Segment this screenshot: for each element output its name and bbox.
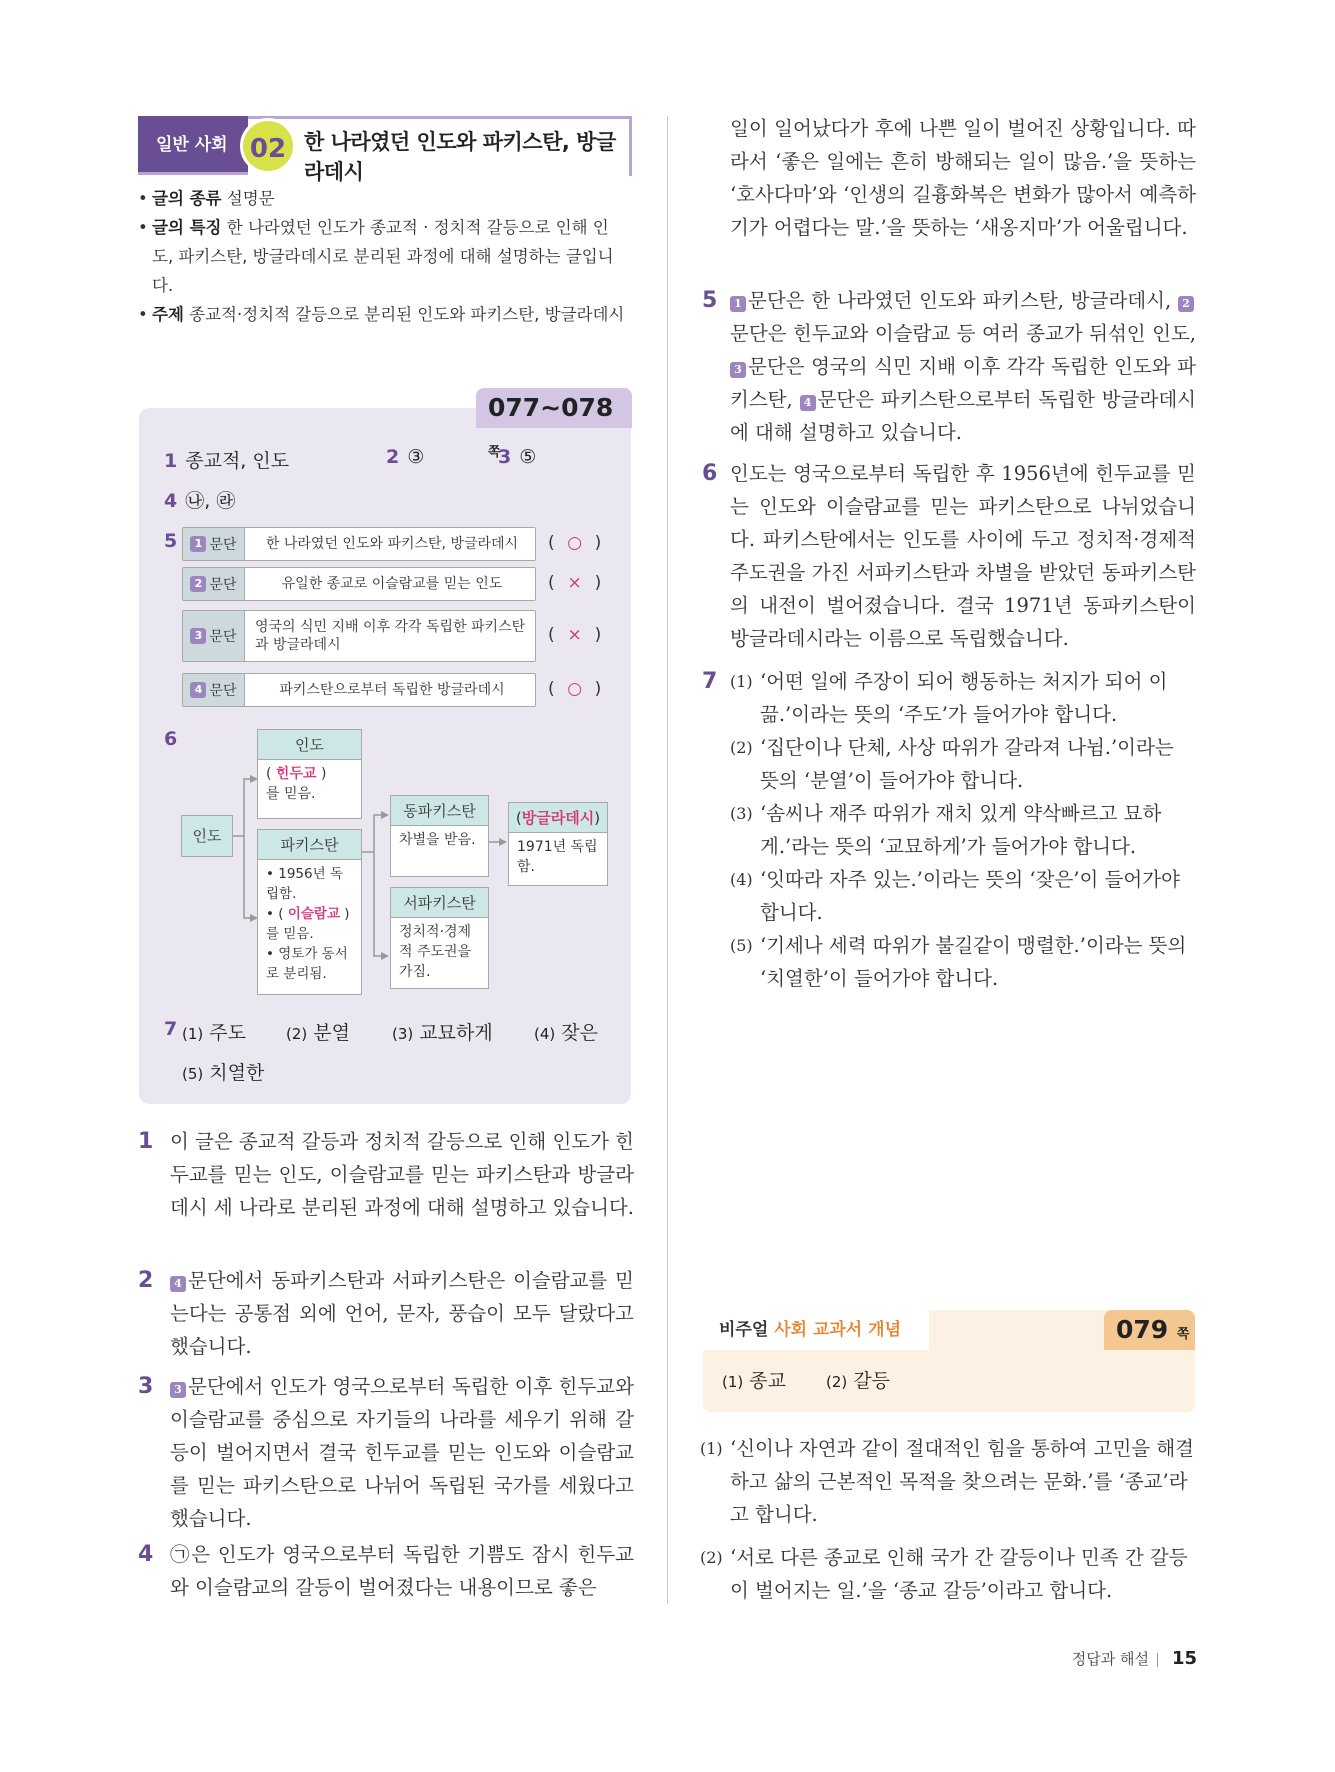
paragraph-summary: 유일한 종교로 이슬람교를 믿는 인도 xyxy=(281,576,503,592)
answer-7-3: (3) 교묘하게 xyxy=(392,1022,493,1044)
paragraph-row xyxy=(182,567,536,601)
paragraph-mark: ( × ) xyxy=(548,625,602,645)
paragraph-badge: 3 문단 xyxy=(183,611,245,661)
explanation-6: 6 인도는 영국으로부터 독립한 후 1956년에 힌두교를 믿는 인도와 이슬람교를 믿는 파키스탄으로 나뉘었습니다. 파키스탄에서는 인도를 사이에 두고 정치적·경제적 주도권을 가진 서파키스탄과 차별을 받았던 동파키스탄의 내전이 벌어졌습니다. 결국 1971년 동파키스탄이 방글라데시라는 이름으로 독립했습니다. xyxy=(702,461,1196,650)
answer-6-number: 6 xyxy=(164,728,178,750)
diagram-india: 인도 ( 힌두교 ) 를 믿음. xyxy=(257,729,362,819)
answer-5-number: 5 xyxy=(164,530,178,552)
visual-explanations xyxy=(700,1432,1194,1607)
visual-answer-2: (2) 갈등 xyxy=(826,1370,891,1392)
diagram-pakistan: 파키스탄 • 1956년 독립함. • ( 이슬람교 ) 를 믿음. • 영토가 동서로 분리됨. xyxy=(257,829,362,995)
paragraph-row xyxy=(182,610,536,662)
explanation-7-1: (1) ‘어떤 일에 주장이 되어 행동하는 처지가 되어 이끎.’이라는 뜻의 ‘주도’가 들어가야 합니다. xyxy=(730,670,1168,726)
header-bottom-line xyxy=(138,172,248,175)
answer-7-2: (2) 분열 xyxy=(286,1022,351,1044)
explanation-4: 4 ㉠은 인도가 영국으로부터 독립한 기쁨도 잠시 힌두교와 이슬람교의 갈등이 벌어졌다는 내용이므로 좋은 xyxy=(138,1542,634,1599)
paragraph-row xyxy=(182,673,536,707)
answer-7-number: 7 xyxy=(164,1018,178,1040)
visual-explanation-2: (2) ‘서로 다른 종교로 인해 국가 간 갈등이나 민족 간 갈등이 벌어지는 일.’을 ‘종교 갈등’이라고 합니다. xyxy=(700,1546,1188,1602)
explanation-5: 5 1 문단은 한 나라였던 인도와 파키스탄, 방글라데시, 2문단은 힌두교와 이슬람교 등 여러 종교가 뒤섞인 인도, 3 문단은 영국의 식민 지배 이후 각각 독립한 인도와 파키스탄, 4 문단은 파키스탄으로부터 독립한 방글라데시에 대해 설명하고 있습니다. xyxy=(702,288,1196,444)
paragraph-mark: ( × ) xyxy=(548,573,602,593)
explanation-4-continued: 일이 일어났다가 후에 나쁜 일이 벌어진 상황입니다. 따라서 ‘좋은 일에는 흔히 방해되는 일이 많음.’을 뜻하는 ‘호사다마’와 ‘인생의 길흉화복은 변화가 많아서 예측하기가 어렵다는 말.’을 뜻하는 ‘새옹지마’가 어울립니다. xyxy=(730,117,1196,239)
explanation-3: 3 3 문단에서 인도가 영국으로부터 독립한 이후 힌두교와 이슬람교를 중심으로 자기들의 나라를 세우기 위해 갈등이 벌어지면서 결국 힌두교를 믿는 인도와 이슬람교를 믿는 파키스탄으로 나뉘어 독립된 국가를 세웠다고 했습니다. xyxy=(138,1374,634,1530)
answer-1: 1 종교적, 인도 xyxy=(164,450,290,472)
paragraph-row xyxy=(182,527,536,561)
article-info xyxy=(138,184,628,329)
diagram-root: 인도 xyxy=(181,815,233,857)
explanation-7-2: (2) ‘집단이나 단체, 사상 따위가 갈라져 나뉨.’이라는 뜻의 ‘분열’이 들어가야 합니다. xyxy=(730,736,1174,792)
answer-7-1: (1) 주도 xyxy=(182,1022,247,1044)
explanation-7-5: (5) ‘기세나 세력 따위가 불길같이 맹렬한.’이라는 뜻의 ‘치열한’이 들어가야 합니다. xyxy=(730,934,1187,990)
paragraph-badge: 1 문단 xyxy=(183,528,245,560)
answer-7-5: (5) 치열한 xyxy=(182,1062,265,1084)
article-number: 02 xyxy=(240,118,296,174)
paragraph-badge: 4 문단 xyxy=(183,674,245,706)
category-tag: 일반 사회 xyxy=(138,116,248,174)
explanation-7-3: (3) ‘솜씨나 재주 따위가 재치 있게 약삭빠르고 묘하게.’라는 뜻의 ‘교묘하게’가 들어가야 합니다. xyxy=(730,802,1162,858)
visual-answer-1: (1) 종교 xyxy=(722,1370,787,1392)
article-header xyxy=(138,116,632,184)
paragraph-summary: 한 나라였던 인도와 파키스탄, 방글라데시 xyxy=(265,536,519,552)
info-feature: • 글의 특징 한 나라였던 인도가 종교적 · 정치적 갈등으로 인해 인도, 파키스탄, 방글라데시로 분리된 과정에 대해 설명하는 글입니다. xyxy=(138,213,628,300)
page-number: 15 xyxy=(1171,1648,1197,1669)
paragraph-mark: ( ○ ) xyxy=(548,679,602,699)
column-divider xyxy=(667,116,668,1604)
info-genre: • 글의 종류 설명문 xyxy=(138,184,628,213)
page-footer: 정답과 해설 15 xyxy=(1071,1648,1197,1669)
explanation-2: 2 4 문단에서 동파키스탄과 서파키스탄은 이슬람교를 믿는다는 공통점 외에 언어, 문자, 풍습이 모두 달랐다고 했습니다. xyxy=(138,1268,634,1358)
paragraph-summary: 영국의 식민 지배 이후 각각 독립한 파키스탄과 방글라데시 xyxy=(255,619,526,653)
diagram-east-pakistan: 동파키스탄 차별을 받음. xyxy=(390,795,489,877)
paragraph-summary: 파키스탄으로부터 독립한 방글라데시 xyxy=(279,682,505,698)
diagram-west-pakistan: 서파키스탄 정치적·경제적 주도권을 가짐. xyxy=(390,887,489,989)
answer-2: 2 ③ xyxy=(386,446,425,468)
paragraph-badge: 2 문단 xyxy=(183,568,245,600)
header-top-line xyxy=(248,116,632,119)
answer-4: 4 ㉯, ㉱ xyxy=(164,490,236,512)
diagram-bangladesh: (방글라데시) 1971년 독립함. xyxy=(508,802,608,886)
answer-3: 3 ⑤ xyxy=(498,446,537,468)
explanation-7: 7 (1) ‘어떤 일에 주장이 되어 행동하는 처지가 되어 이끎.’이라는 뜻의 ‘주도’가 들어가야 합니다. (2) ‘집단이나 단체, 사상 따위가 갈라져 나뉨.’이라는 뜻의 ‘분열’이 들어가야 합니다. (3) ‘솜씨나 재주 따위가 재치 있게 약삭빠르고 묘하게.’라는 뜻의 ‘교묘하게’가 들어가야 합니다. (4) ‘잇따라 자주 있는.’이라는 뜻의 ‘잦은’이 들어가야 합니다. (5) ‘기세나 세력 따위가 불길같이 맹렬한.’이라는 뜻의 ‘치열한’이 들어가야 합니다. xyxy=(702,665,1196,995)
article-title: 한 나라였던 인도와 파키스탄, 방글라데시 xyxy=(304,130,616,184)
visual-concept-title: 비주얼 사회 교과서 개념 xyxy=(703,1310,929,1350)
visual-explanation-1: (1) ‘신이나 자연과 같이 절대적인 힘을 통하여 고민을 해결하고 삶의 근본적인 목적을 찾으려는 문화.’를 ‘종교’라고 합니다. xyxy=(700,1437,1195,1526)
explanation-7-4: (4) ‘잇따라 자주 있는.’이라는 뜻의 ‘잦은’이 들어가야 합니다. xyxy=(730,868,1180,924)
paragraph-mark: ( ○ ) xyxy=(548,533,602,553)
explanation-1: 1 이 글은 종교적 갈등과 정치적 갈등으로 인해 인도가 힌두교를 믿는 인도, 이슬람교를 믿는 파키스탄과 방글라데시 세 나라로 분리된 과정에 대해 설명하고 있습니다. xyxy=(138,1129,635,1219)
info-theme: • 주제 종교적·정치적 갈등으로 분리된 인도와 파키스탄, 방글라데시 xyxy=(138,300,628,329)
visual-page-tab: 079 쪽 xyxy=(1104,1310,1195,1350)
answer-page-tab: 077~078 쪽 xyxy=(476,388,632,428)
answer-7-4: (4) 잦은 xyxy=(534,1022,599,1044)
